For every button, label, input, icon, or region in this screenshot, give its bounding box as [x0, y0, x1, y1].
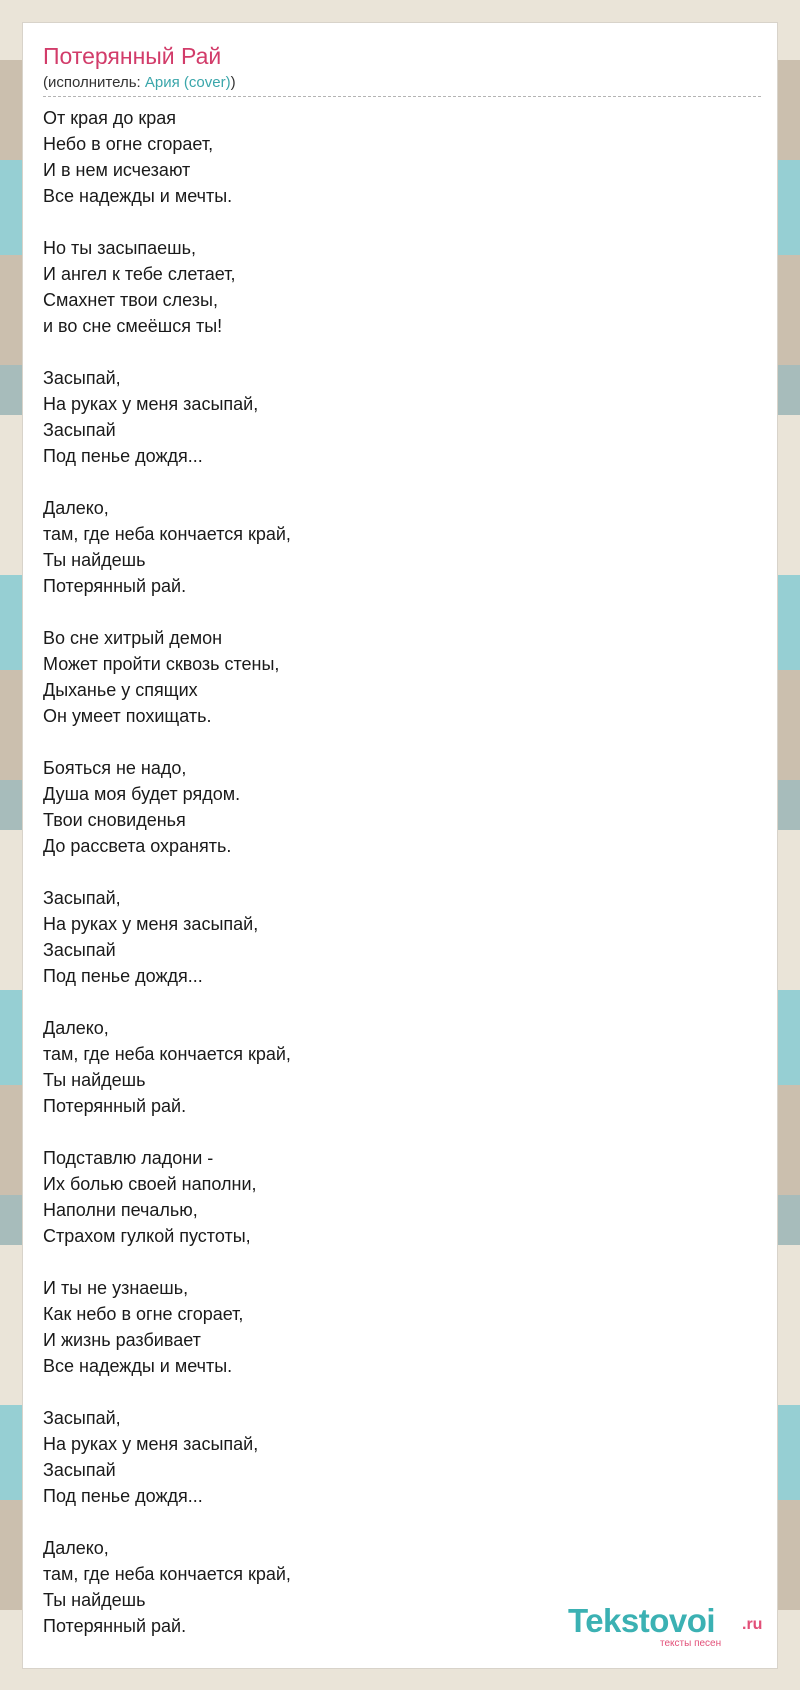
lyrics-line: Потерянный рай. [43, 576, 187, 596]
lyrics-line: Потерянный рай. [43, 1616, 187, 1636]
logo-tagline: тексты песен [660, 1638, 722, 1649]
artist-suffix: ) [230, 74, 236, 91]
lyrics-line: Далеко, [43, 1538, 109, 1558]
lyrics-line: Твои сновиденья [43, 810, 186, 830]
artist-link[interactable]: Ария (cover) [144, 74, 231, 91]
lyrics-stanza [43, 105, 743, 209]
lyrics-line: Засыпай, [43, 1408, 121, 1428]
lyrics-line: На руках у меня засыпай, [43, 394, 259, 414]
site-logo[interactable] [546, 1602, 778, 1648]
lyrics-line: И ты не узнаешь, [43, 1278, 189, 1298]
lyrics-line: Смахнет твои слезы, [43, 290, 218, 310]
lyrics-card [22, 22, 778, 1669]
logo-wordmark: Tekstovoi [568, 1602, 716, 1639]
artist-prefix: (исполнитель: [43, 74, 145, 91]
lyrics-line: Засыпай, [43, 368, 121, 388]
lyrics-stanza [43, 1275, 743, 1379]
lyrics-line: Дыханье у спящих [43, 680, 198, 700]
lyrics-stanza [43, 1405, 743, 1509]
lyrics-stanza [43, 755, 743, 859]
lyrics-line: Их болью своей наполни, [43, 1174, 257, 1194]
lyrics-line: там, где неба кончается край, [43, 1044, 291, 1064]
lyrics-line: Бояться не надо, [43, 758, 187, 778]
lyrics-line: Страхом гулкой пустоты, [43, 1226, 251, 1246]
lyrics-line: Потерянный рай. [43, 1096, 187, 1116]
lyrics-stanza [43, 495, 743, 599]
lyrics-line: Далеко, [43, 1018, 109, 1038]
lyrics-line: Во сне хитрый демон [43, 628, 223, 648]
lyrics-stanza [43, 885, 743, 989]
lyrics-line: Засыпай [43, 420, 116, 440]
lyrics-line: Он умеет похищать. [43, 706, 212, 726]
lyrics-stanza [43, 365, 743, 469]
lyrics-line: Наполни печалью, [43, 1200, 198, 1220]
lyrics-line: там, где неба кончается край, [43, 1564, 291, 1584]
lyrics-line: И ангел к тебе слетает, [43, 264, 236, 284]
lyrics-line: Ты найдешь [43, 1590, 146, 1610]
lyrics-stanza [43, 625, 743, 729]
lyrics-line: и во сне смеёшся ты! [43, 316, 223, 336]
lyrics-line: Душа моя будет рядом. [43, 784, 241, 804]
lyrics-stanza [43, 235, 743, 339]
lyrics-line: Все надежды и мечты. [43, 1356, 233, 1376]
lyrics-body [43, 105, 743, 1665]
lyrics-line: И жизнь разбивает [43, 1330, 201, 1350]
lyrics-line: Под пенье дождя... [43, 446, 203, 466]
lyrics-line: там, где неба кончается край, [43, 524, 291, 544]
lyrics-line: Ты найдешь [43, 550, 146, 570]
artist-line [43, 74, 761, 97]
lyrics-line: От края до края [43, 108, 177, 128]
lyrics-line: Подставлю ладони - [43, 1148, 214, 1168]
lyrics-stanza [43, 1145, 743, 1249]
lyrics-line: Все надежды и мечты. [43, 186, 233, 206]
lyrics-line: Ты найдешь [43, 1070, 146, 1090]
lyrics-line: Засыпай [43, 940, 116, 960]
lyrics-line: Далеко, [43, 498, 109, 518]
lyrics-line: Как небо в огне сгорает, [43, 1304, 244, 1324]
lyrics-line: Под пенье дождя... [43, 966, 203, 986]
lyrics-line: Но ты засыпаешь, [43, 238, 196, 258]
lyrics-line: На руках у меня засыпай, [43, 1434, 259, 1454]
lyrics-line: До рассвета охранять. [43, 836, 232, 856]
lyrics-line: И в нем исчезают [43, 160, 191, 180]
lyrics-line: Под пенье дождя... [43, 1486, 203, 1506]
lyrics-line: Может пройти сквозь стены, [43, 654, 280, 674]
logo-domain: .ru [742, 1616, 763, 1633]
lyrics-stanza [43, 1015, 743, 1119]
lyrics-line: На руках у меня засыпай, [43, 914, 259, 934]
lyrics-line: Небо в огне сгорает, [43, 134, 214, 154]
song-title: Потерянный Рай [43, 43, 222, 69]
lyrics-line: Засыпай, [43, 888, 121, 908]
lyrics-line: Засыпай [43, 1460, 116, 1480]
